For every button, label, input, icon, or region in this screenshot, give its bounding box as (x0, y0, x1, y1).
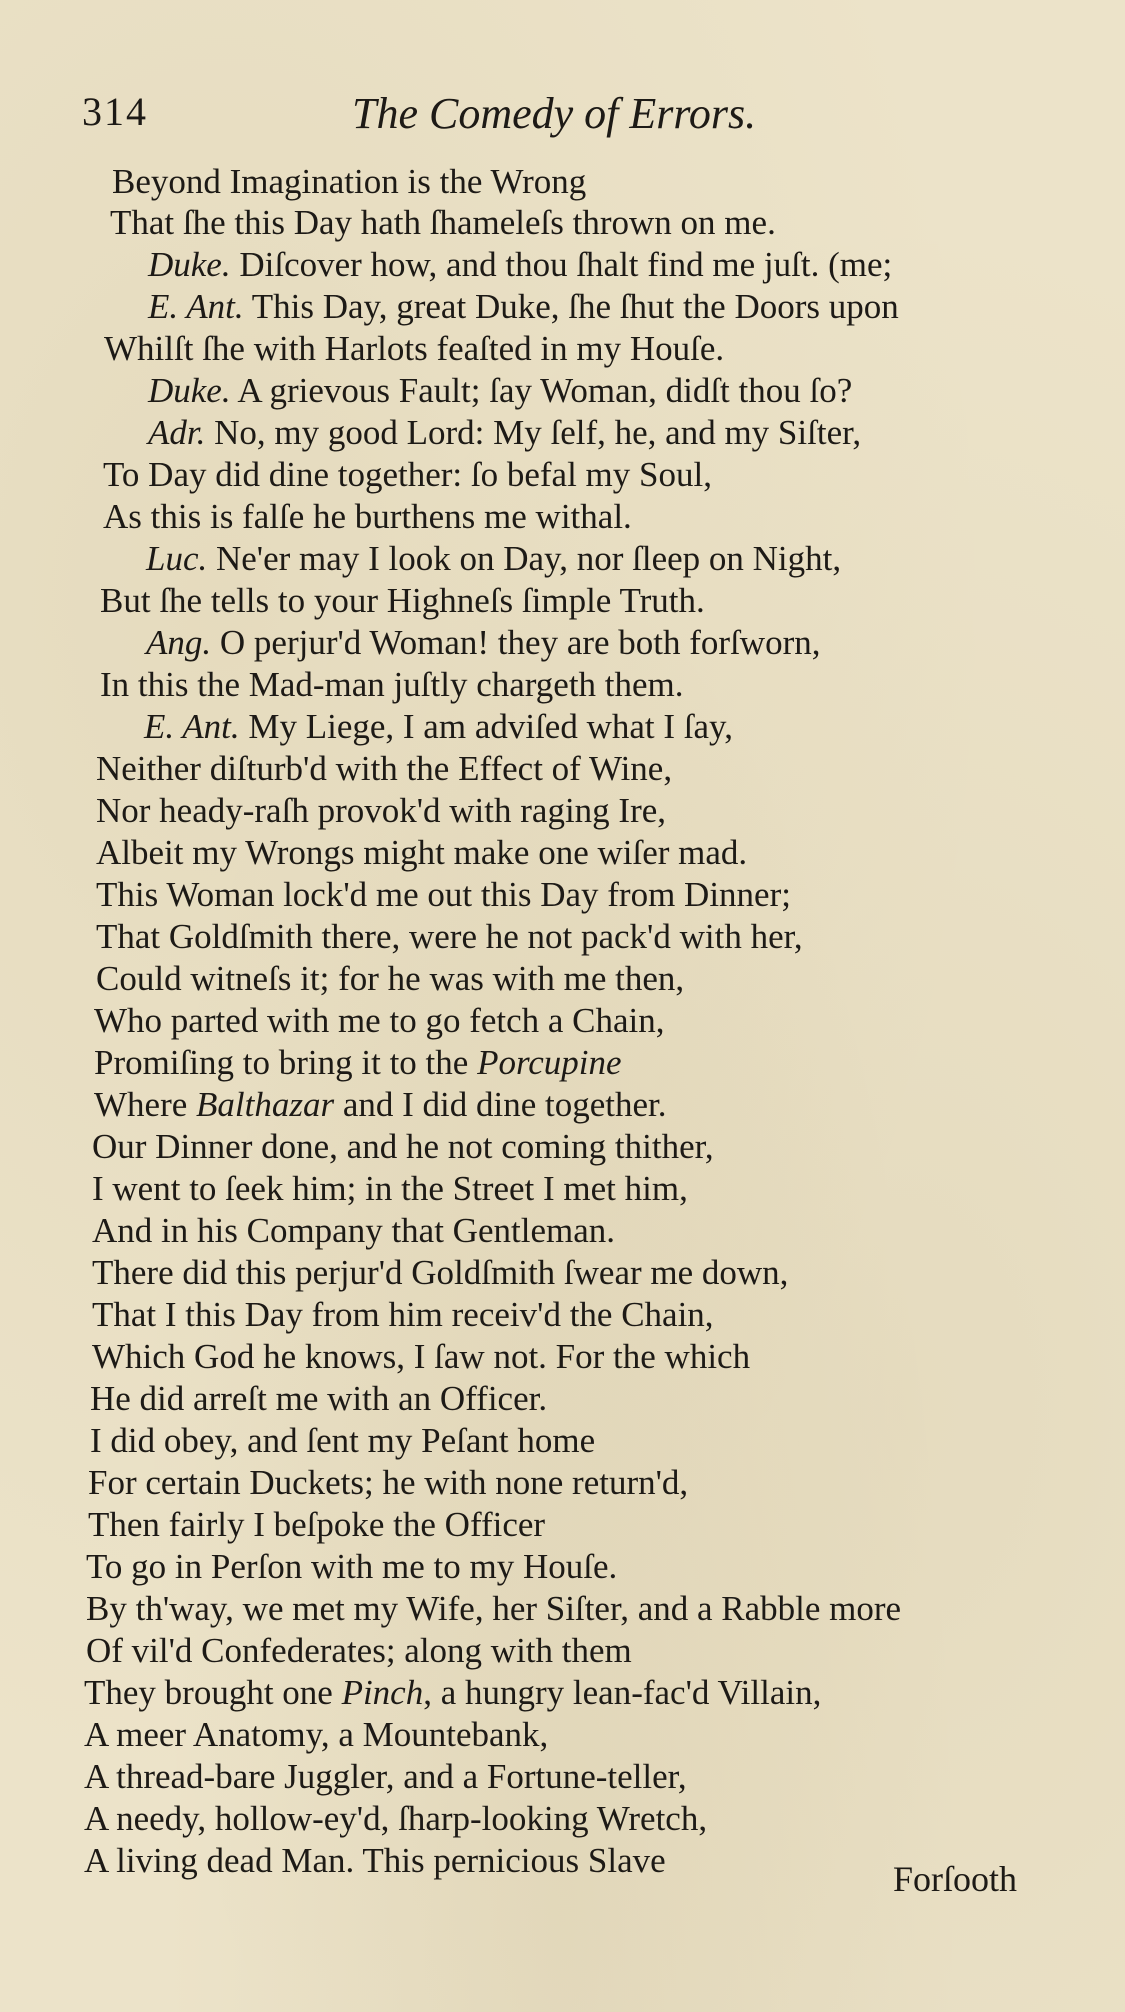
text-line: But ſhe tells to your Highneſs ſimple Truth. (100, 581, 705, 620)
speaker-name: Duke. (148, 371, 231, 410)
speaker-name: Ang. (146, 623, 212, 662)
text-line: A needy, hollow-ey'd, ſharp-looking Wretch, (84, 1799, 708, 1838)
text-line: Then fairly I beſpoke the Officer (88, 1505, 546, 1544)
text-line: A meer Anatomy, a Mountebank, (84, 1715, 549, 1754)
text-line: By th'way, we met my Wife, her Siſter, and a Rabble more (86, 1589, 902, 1628)
speech-line: Duke. Diſcover how, and thou ſhalt find me juſt. (me; (148, 245, 893, 284)
speaker-name: Adr. (148, 413, 206, 452)
text-line: Of vil'd Confederates; along with them (86, 1631, 632, 1670)
speaker-name: Duke. (148, 245, 231, 284)
text-line: As this is falſe he burthens me withal. (103, 497, 632, 536)
speech-line: E. Ant. This Day, great Duke, ſhe ſhut the Doors upon (148, 287, 899, 326)
text-line: There did this perjur'd Goldſmith ſwear me down, (92, 1253, 789, 1292)
text-line: Could witneſs it; for he was with me then, (96, 959, 685, 998)
text-line: And in his Company that Gentleman. (92, 1211, 615, 1250)
speech-line: Ang. O perjur'd Woman! they are both forſworn, (146, 623, 821, 662)
running-title: The Comedy of Errors. (352, 89, 757, 138)
text-line: In this the Mad-man juſtly chargeth them. (100, 665, 684, 704)
text-line: Our Dinner done, and he not coming thither, (92, 1127, 714, 1166)
text-line: For certain Duckets; he with none return'd, (88, 1463, 689, 1502)
text-line: That ſhe this Day hath ſhameleſs thrown on me. (110, 203, 776, 242)
text-line: They brought one Pinch, a hungry lean-fac'd Villain, (84, 1673, 822, 1712)
text-line: To Day did dine together: ſo befal my Soul, (103, 455, 712, 494)
text-line: I did obey, and ſent my Peſant home (90, 1421, 596, 1460)
page-number: 314 (82, 89, 148, 134)
catchword: Forſooth (893, 1859, 1018, 1899)
speech-line: Luc. Ne'er may I look on Day, nor ſleep on Night, (146, 539, 842, 578)
text-line: Whilſt ſhe with Harlots feaſted in my Houſe. (104, 329, 725, 368)
text-line: To go in Perſon with me to my Houſe. (86, 1547, 618, 1586)
text-line: Which God he knows, I ſaw not. For the which (92, 1337, 751, 1376)
text-line: That I this Day from him receiv'd the Chain, (92, 1295, 714, 1334)
speech-line: Duke. A grievous Fault; ſay Woman, didſt thou ſo? (148, 371, 853, 410)
place-name: Porcupine (477, 1043, 622, 1082)
text-line: This Woman lock'd me out this Day from Dinner; (96, 875, 791, 914)
page-header (82, 88, 1062, 148)
text-line: A thread-bare Juggler, and a Fortune-teller, (84, 1757, 687, 1796)
speaker-name: Luc. (146, 539, 208, 578)
text-line: Who parted with me to go fetch a Chain, (94, 1001, 665, 1040)
speech-line: E. Ant. My Liege, I am adviſed what I ſay, (144, 707, 734, 746)
text-line: That Goldſmith there, were he not pack'd with her, (96, 917, 803, 956)
speaker-name: E. Ant. (148, 287, 244, 326)
text-line: Where Balthazar and I did dine together. (94, 1085, 667, 1124)
speaker-name: E. Ant. (144, 707, 240, 746)
speech-line: Adr. No, my good Lord: My ſelf, he, and my Siſter, (148, 413, 862, 452)
text-line: Neither diſturb'd with the Effect of Wine, (96, 749, 673, 788)
text-line: A living dead Man. This pernicious Slave (84, 1841, 666, 1880)
text-line: Promiſing to bring it to the Porcupine (94, 1043, 622, 1082)
character-name: Pinch (341, 1673, 424, 1712)
text-line: He did arreſt me with an Officer. (90, 1379, 548, 1418)
text-line: Beyond Imagination is the Wrong (112, 162, 587, 201)
text-line: I went to ſeek him; in the Street I met him, (92, 1169, 688, 1208)
character-name: Balthazar (196, 1085, 335, 1124)
text-line: Nor heady-raſh provok'd with raging Ire, (96, 791, 667, 830)
text-line: Albeit my Wrongs might make one wiſer mad. (96, 833, 748, 872)
